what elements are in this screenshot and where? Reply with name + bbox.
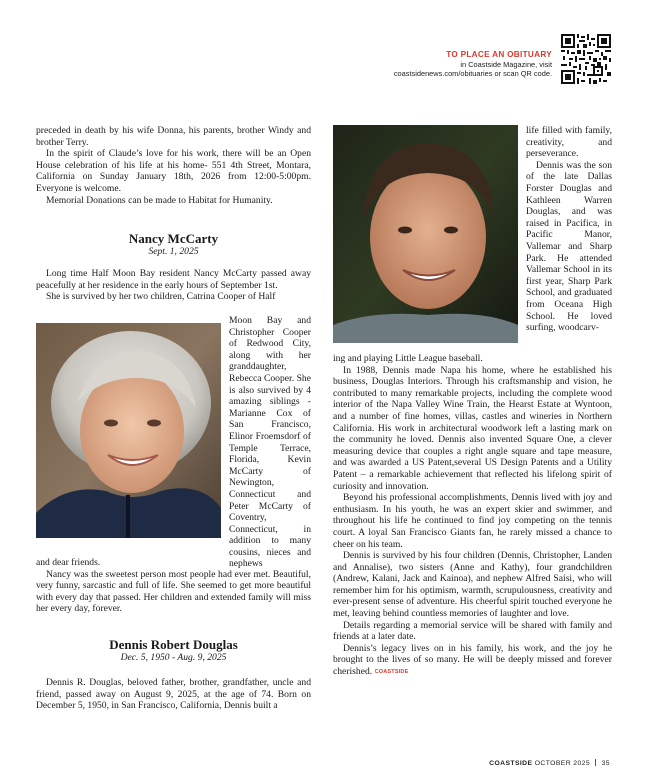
footer-brand: COASTSIDE bbox=[489, 760, 533, 767]
page-footer bbox=[489, 759, 610, 767]
footer-issue: OCTOBER 2025 bbox=[534, 760, 591, 767]
qr-code-icon[interactable] bbox=[561, 34, 611, 84]
nancy-intro bbox=[36, 268, 311, 303]
dennis-dates: Dec. 5, 1950 - Aug. 9, 2025 bbox=[120, 652, 227, 663]
nancy-photo bbox=[36, 323, 221, 538]
obituary-notice bbox=[394, 50, 552, 78]
left-column bbox=[36, 125, 311, 206]
dennis-paragraph-1b: life filled with family, creativity, and perseverance. bbox=[526, 125, 612, 160]
notice-title: TO PLACE AN OBITUARY bbox=[446, 50, 552, 59]
dennis-intro bbox=[36, 677, 311, 712]
footer-separator bbox=[595, 759, 596, 766]
nancy-wrap-text bbox=[229, 315, 311, 570]
nancy-paragraph-2c: and dear friends. bbox=[36, 557, 101, 568]
claude-paragraph-1: preceded in death by his wife Donna, his parents, brother Windy and brother Terry. bbox=[36, 125, 311, 148]
dennis-paragraph-7 bbox=[333, 643, 612, 679]
dennis-paragraph-3: In 1988, Dennis made Napa his home, where he established his business, Douglas Interiors. Through his craftsmanship and vision, he contributed to many remarkable projects, including the complete wood interior of the Napa Valley Wine Train, the Hearst Estate at Wyntoon, and a number of fine homes, villas, castles and wineries in Northern California. His work in architectural woodwork left a lasting mark on the community he loved. Dennis also invented Square One, a clever measuring device that couples a right angle square and tape measure, and was awarded a US Patent,several US Design Patents and a Utility Patent – a remarkable achievement that reflected his lifelong spirit of curiosity and innovation. bbox=[333, 364, 612, 492]
dennis-photo bbox=[333, 125, 518, 343]
nancy-dates: Sept. 1, 2025 bbox=[148, 246, 199, 257]
dennis-paragraph-2: Dennis was the son of the late Dallas Forster Douglas and Kathleen Warren Douglas, and was raised in Pacifica, in Pacific Manor, Vallemar and Sharp Park. He attended Vallemar School in its first year, Sharp Park School, and graduated from Oceana High School. He loved surfing, woodcarv- bbox=[526, 159, 612, 334]
dennis-paragraph-1: Dennis R. Douglas, beloved father, brother, grandfather, uncle and friend, passed away on August 9, 2025, at the age of 74. Born on December 5, 1950, in San Francisco, California, Dennis built a bbox=[36, 677, 311, 712]
dennis-paragraph-6: Details regarding a memorial service will be shared with family and friends at a later date. bbox=[333, 619, 612, 643]
nancy-paragraph-2a: She is survived by her two children, Catrina Cooper of Half bbox=[46, 291, 276, 303]
nancy-paragraph-1: Long time Half Moon Bay resident Nancy McCarty passed away peacefully at her residence in the early hours of September 1st. bbox=[36, 268, 311, 291]
end-mark-logo: COASTSIDE bbox=[374, 669, 409, 676]
nancy-obituary bbox=[36, 231, 311, 257]
page-number: 35 bbox=[601, 760, 610, 767]
nancy-paragraph-2b: Moon Bay and Christopher Cooper of Redwood City, along with her granddaughter, Rebecca Cooper. She is also survived by 4 amazing siblings - Marianne Cox of San Francisco, Elinor Froemsdorf of Temple Terrace, Florida, Kevin McCarty of Newington, Connecticut and Peter McCarty of Coventry, Connecticut, in addition to many cousins, nieces and nephews bbox=[229, 315, 311, 570]
dennis-paragraph-5: Dennis is survived by his four children (Dennis, Christopher, Landen and Annalise), two sisters (Anne and Kathy), four grandchildren (Andrew, Kalani, Jack and Kainoa), and nephew Alfred Saisi, who will remember him for his optimism, warmth, scrupulousness, creativity and ever-present sense of adventure. His cheerful spirit touched everyone he met, leaving behind countless memories of laughter and love. bbox=[333, 550, 612, 620]
claude-paragraph-3: Memorial Donations can be made to Habitat for Humanity. bbox=[46, 194, 273, 206]
nancy-name: Nancy McCarty bbox=[128, 231, 219, 246]
dennis-paragraph-2b: ing and playing Little League baseball. bbox=[333, 353, 483, 364]
nancy-closing bbox=[36, 557, 311, 615]
notice-line-2[interactable]: coastsidenews.com/obituaries or scan QR code. bbox=[393, 69, 552, 79]
dennis-paragraph-7-text: Dennis’s legacy lives on in his family, his work, and the joy he brought to the lives of so many. He will be deeply missed and forever cherished. bbox=[333, 642, 612, 678]
notice-line-1: in Coastside Magazine, visit bbox=[460, 60, 552, 69]
nancy-paragraph-3: Nancy was the sweetest person most people had ever met. Beautiful, very funny, sarcastic and full of life. She seemed to get more beautiful with every day that passed. Her children and extended family will miss her every day, forever. bbox=[36, 568, 311, 615]
dennis-header bbox=[36, 637, 311, 663]
dennis-wrap-text bbox=[526, 125, 612, 334]
claude-paragraph-2: In the spirit of Claude’s love for his work, there will be an Open House celebration of his life at his home- 551 4th Street, Montara, California on Sunday January 18th, 2026 from 12:00-5:00pm. Everyone is welcome. bbox=[36, 148, 311, 194]
dennis-body bbox=[333, 353, 612, 679]
dennis-paragraph-4: Beyond his professional accomplishments, Dennis lived with joy and enthusiasm. In his youth, he was an expert skier and swimmer, and throughout his life he continued to find joy competing on the tennis court. A loyal San Francisco Giants fan, he rarely missed a chance to cheer on his team. bbox=[333, 492, 612, 550]
dennis-name: Dennis Robert Douglas bbox=[109, 637, 238, 652]
